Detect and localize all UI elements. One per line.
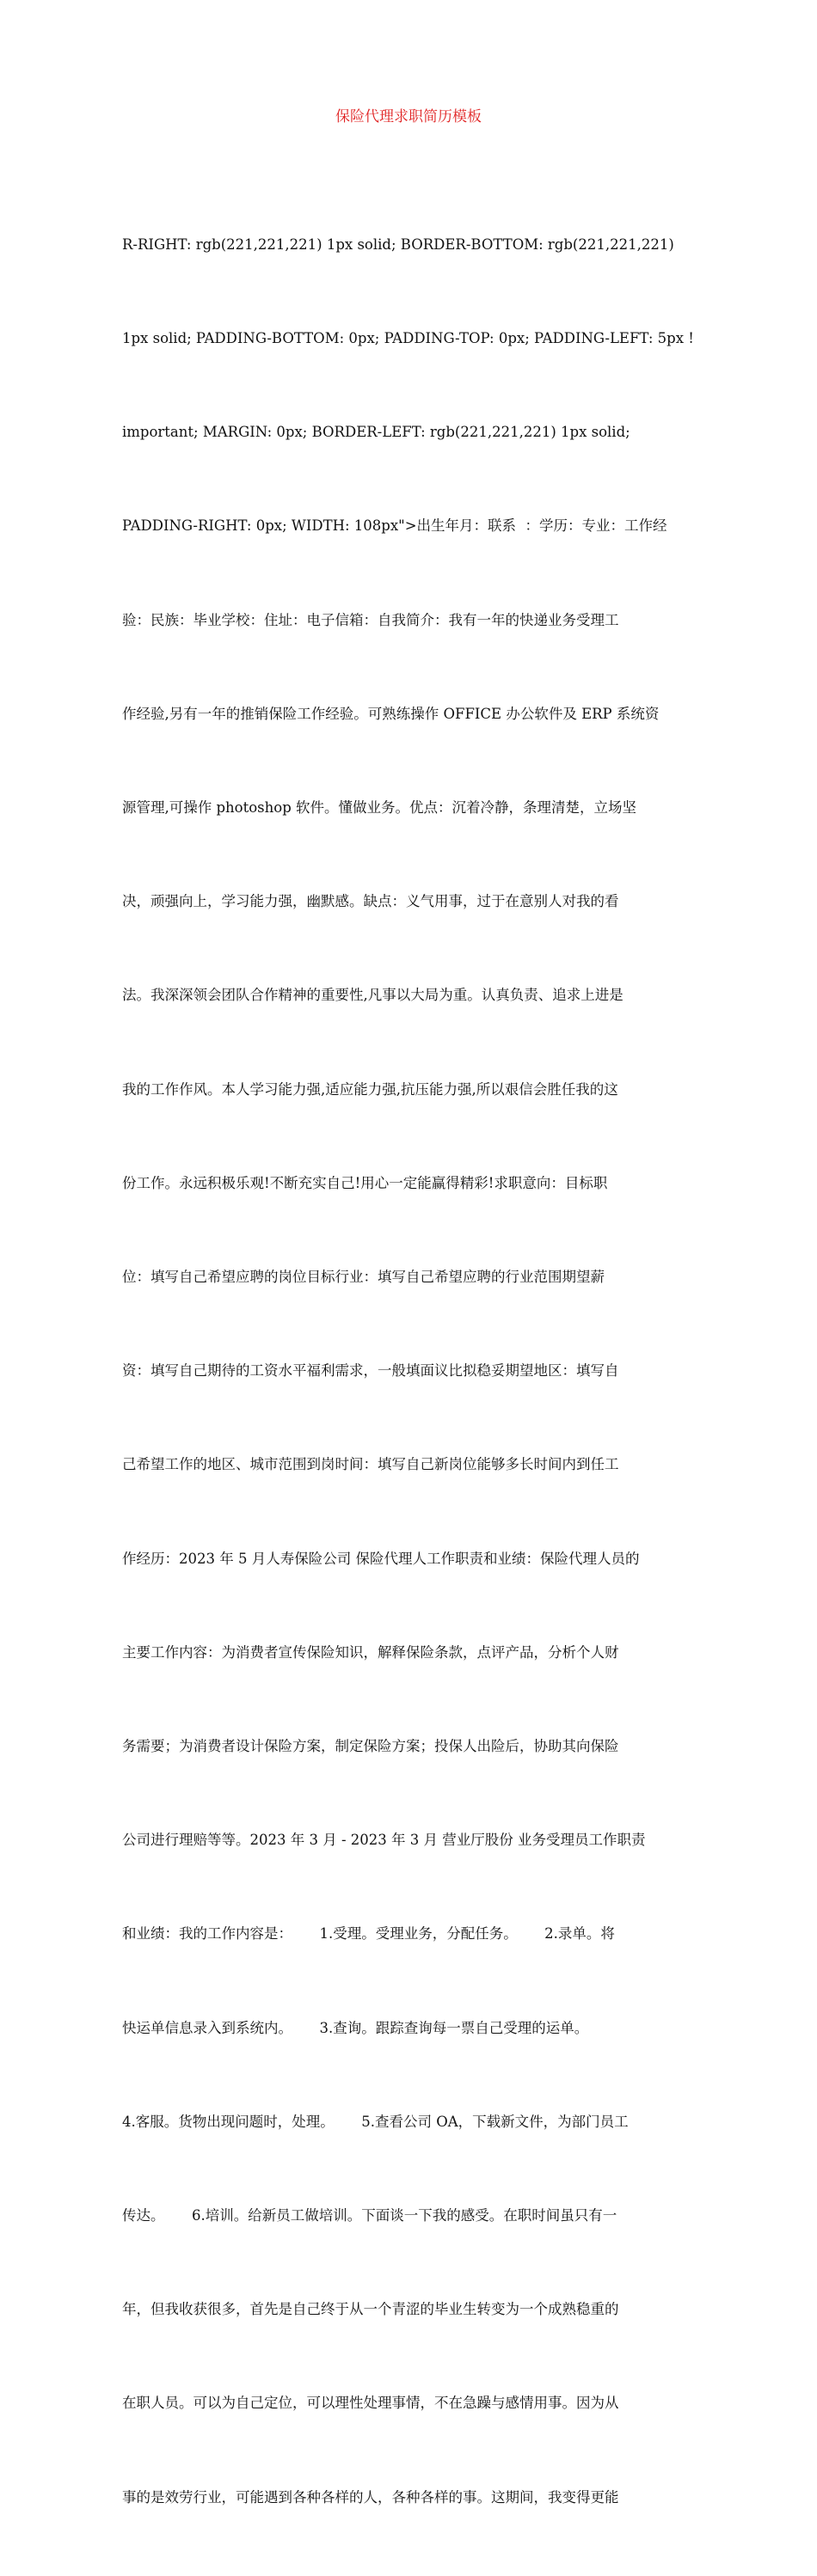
body-line: R-RIGHT: rgb(221,221,221) 1px solid; BORDER-BOTTOM: rgb(221,221,221) <box>122 236 674 253</box>
body-line: 作经验,另有一年的推销保险工作经验。可熟练操作 OFFICE 办公软件及 ERP 系统资 <box>122 705 660 722</box>
body-line: 主要工作内容：为消费者宣传保险知识，解释保险条款，点评产品，分析个人财 <box>122 1643 619 1661</box>
body-line: 传达。 6.培训。给新员工做培训。下面谈一下我的感受。在职时间虽只有一 <box>122 2207 617 2224</box>
body-line: 我的工作作风。本人学习能力强,适应能力强,抗压能力强,所以艰信会胜任我的这 <box>122 1080 618 1098</box>
body-line: 公司进行理赔等等。2023 年 3 月 - 2023 年 3 月 营业厅股份 业务受理员工作职责 <box>122 1832 646 1849</box>
body-line: 己希望工作的地区、城市范围到岗时间：填写自己新岗位能够多长时间内到任工 <box>122 1456 619 1473</box>
body-line: 快运单信息录入到系统内。 3.查询。跟踪查询每一票自己受理的运单。 <box>122 2019 589 2036</box>
body-line: 作经历：2023 年 5 月人寿保险公司 保险代理人工作职责和业绩：保险代理人员的 <box>122 1550 640 1567</box>
body-line: 决，顽强向上，学习能力强，幽默感。缺点：义气用事，过于在意别人对我的看 <box>122 893 619 910</box>
body-line: 资：填写自己期待的工资水平福利需求，一般填面议比拟稳妥期望地区：填写自 <box>122 1362 619 1380</box>
body-line: 份工作。永远积极乐观!不断充实自己!用心一定能赢得精彩!求职意向：目标职 <box>122 1174 608 1191</box>
body-line: 法。我深深领会团队合作精神的重要性,凡事以大局为重。认真负责、追求上进是 <box>122 987 624 1004</box>
body-line: 事的是效劳行业，可能遇到各种各样的人，各种各样的事。这期间，我变得更能 <box>122 2488 619 2506</box>
body-line: 和业绩：我的工作内容是： 1.受理。受理业务，分配任务。 2.录单。将 <box>122 1925 615 1943</box>
body-line: 源管理,可操作 photoshop 软件。懂做业务。优点：沉着冷静，条理清楚，立场坚 <box>122 799 637 817</box>
body-line: 验：民族：毕业学校：住址：电子信箱：自我简介：我有一年的快递业务受理工 <box>122 611 619 628</box>
body-line: 4.客服。货物出现问题时，处理。 5.查看公司 OA，下载新文件，为部门员工 <box>122 2113 629 2130</box>
body-line: 年，但我收获很多，首先是自己终于从一个青涩的毕业生转变为一个成熟稳重的 <box>122 2301 619 2318</box>
document-body <box>122 167 698 2576</box>
body-line: PADDING-RIGHT: 0px; WIDTH: 108px">出生年月：联系 ：学历：专业：工作经 <box>122 517 667 535</box>
body-line: 务需要；为消费者设计保险方案，制定保险方案；投保人出险后，协助其向保险 <box>122 1738 619 1755</box>
body-line: important; MARGIN: 0px; BORDER-LEFT: rgb(221,221,221) 1px solid; <box>122 424 630 441</box>
body-line: 1px solid; PADDING-BOTTOM: 0px; PADDING-TOP: 0px; PADDING-LEFT: 5px ! <box>122 330 694 347</box>
body-line: 位：填写自己希望应聘的岗位目标行业：填写自己希望应聘的行业范围期望薪 <box>122 1269 605 1286</box>
document-title: 保险代理求职简历模板 <box>335 108 482 125</box>
body-line: 在职人员。可以为自己定位，可以理性处理事情，不在急躁与感情用事。因为从 <box>122 2395 619 2412</box>
